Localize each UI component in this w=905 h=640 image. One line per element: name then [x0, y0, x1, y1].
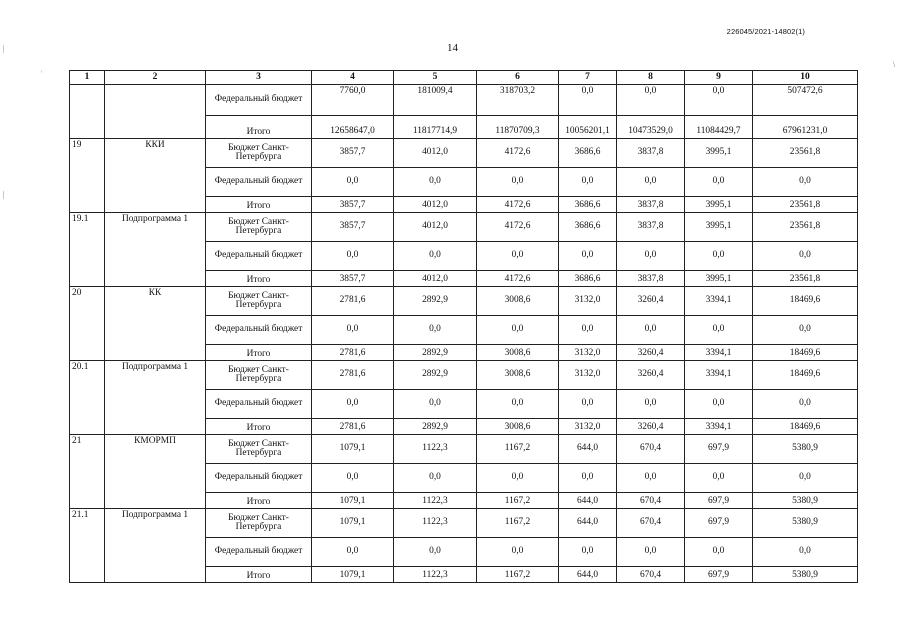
table-row [70, 435, 858, 464]
header-row [70, 71, 858, 85]
value-cell: 4172,6 [477, 197, 559, 213]
program-name-cell [105, 85, 206, 139]
row-number-cell: 19 [70, 139, 105, 213]
row-number-cell: 21 [70, 435, 105, 509]
value-cell: 0,0 [753, 390, 858, 419]
value-cell: 11817714,9 [394, 116, 477, 139]
value-cell: 3686,6 [559, 197, 617, 213]
value-cell: 3837,8 [617, 139, 685, 168]
value-cell: 0,0 [685, 168, 753, 197]
value-cell: 3132,0 [559, 419, 617, 435]
value-cell: 3260,4 [617, 345, 685, 361]
value-cell: 644,0 [559, 567, 617, 583]
value-cell: 3686,6 [559, 213, 617, 242]
value-cell: 0,0 [394, 538, 477, 567]
funding-source-cell: Бюджет Санкт-Петербурга [206, 435, 312, 464]
value-cell: 5380,9 [753, 509, 858, 538]
left-edge-mark: | [3, 190, 5, 199]
value-cell: 0,0 [753, 242, 858, 271]
value-cell: 0,0 [394, 242, 477, 271]
header-cell: 7 [559, 71, 617, 85]
value-cell: 4172,6 [477, 271, 559, 287]
value-cell: 12658647,0 [312, 116, 394, 139]
value-cell: 1079,1 [312, 493, 394, 509]
header-cell: 3 [206, 71, 312, 85]
funding-source-cell: Итого [206, 271, 312, 287]
table-row [70, 287, 858, 316]
right-edge-mark: \ [893, 60, 896, 69]
value-cell: 0,0 [312, 464, 394, 493]
document-id: 226045/2021-14802(1) [726, 27, 805, 36]
value-cell: 644,0 [559, 493, 617, 509]
value-cell: 2781,6 [312, 287, 394, 316]
value-cell: 0,0 [753, 316, 858, 345]
value-cell: 4012,0 [394, 139, 477, 168]
row-number-cell: 20.1 [70, 361, 105, 435]
value-cell: 507472,6 [753, 85, 858, 116]
value-cell: 3260,4 [617, 361, 685, 390]
value-cell: 0,0 [559, 85, 617, 116]
left-edge-mark: | [3, 44, 5, 53]
funding-source-cell: Федеральный бюджет [206, 390, 312, 419]
value-cell: 1167,2 [477, 509, 559, 538]
funding-source-cell: Федеральный бюджет [206, 85, 312, 116]
value-cell: 18469,6 [753, 419, 858, 435]
value-cell: 2781,6 [312, 345, 394, 361]
funding-source-cell: Бюджет Санкт-Петербурга [206, 213, 312, 242]
row-number-cell [70, 85, 105, 139]
value-cell: 4012,0 [394, 213, 477, 242]
program-name-cell: КМОРМП [105, 435, 206, 509]
value-cell: 0,0 [617, 242, 685, 271]
value-cell: 0,0 [685, 390, 753, 419]
value-cell: 3837,8 [617, 197, 685, 213]
value-cell: 10473529,0 [617, 116, 685, 139]
value-cell: 3260,4 [617, 419, 685, 435]
value-cell: 3132,0 [559, 345, 617, 361]
value-cell: 3132,0 [559, 361, 617, 390]
value-cell: 0,0 [477, 464, 559, 493]
value-cell: 0,0 [559, 168, 617, 197]
value-cell: 3394,1 [685, 361, 753, 390]
header-cell: 9 [685, 71, 753, 85]
value-cell: 10056201,1 [559, 116, 617, 139]
header-cell: 8 [617, 71, 685, 85]
value-cell: 0,0 [617, 168, 685, 197]
value-cell: 23561,8 [753, 271, 858, 287]
value-cell: 2892,9 [394, 345, 477, 361]
program-name-cell: Подпрограмма 1 [105, 213, 206, 287]
value-cell: 0,0 [559, 538, 617, 567]
value-cell: 0,0 [312, 168, 394, 197]
value-cell: 1079,1 [312, 567, 394, 583]
value-cell: 0,0 [559, 390, 617, 419]
value-cell: 3857,7 [312, 271, 394, 287]
value-cell: 3857,7 [312, 197, 394, 213]
funding-source-cell: Бюджет Санкт-Петербурга [206, 509, 312, 538]
value-cell: 23561,8 [753, 197, 858, 213]
value-cell: 4012,0 [394, 197, 477, 213]
value-cell: 4172,6 [477, 213, 559, 242]
table-row [70, 509, 858, 538]
value-cell: 11084429,7 [685, 116, 753, 139]
row-number-cell: 19.1 [70, 213, 105, 287]
value-cell: 0,0 [394, 168, 477, 197]
budget-table [69, 70, 858, 583]
value-cell: 2781,6 [312, 361, 394, 390]
value-cell: 0,0 [477, 538, 559, 567]
header-cell: 10 [753, 71, 858, 85]
funding-source-cell: Итого [206, 419, 312, 435]
header-cell: 1 [70, 71, 105, 85]
value-cell: 3837,8 [617, 271, 685, 287]
value-cell: 697,9 [685, 567, 753, 583]
value-cell: 3394,1 [685, 287, 753, 316]
value-cell: 0,0 [753, 168, 858, 197]
value-cell: 0,0 [477, 390, 559, 419]
value-cell: 0,0 [617, 390, 685, 419]
value-cell: 2892,9 [394, 287, 477, 316]
value-cell: 670,4 [617, 509, 685, 538]
funding-source-cell: Бюджет Санкт-Петербурга [206, 361, 312, 390]
value-cell: 2892,9 [394, 361, 477, 390]
value-cell: 0,0 [685, 242, 753, 271]
value-cell: 697,9 [685, 435, 753, 464]
value-cell: 1079,1 [312, 435, 394, 464]
value-cell: 3857,7 [312, 139, 394, 168]
value-cell: 1167,2 [477, 493, 559, 509]
value-cell: 697,9 [685, 509, 753, 538]
value-cell: 0,0 [394, 316, 477, 345]
value-cell: 5380,9 [753, 493, 858, 509]
funding-source-cell: Итого [206, 345, 312, 361]
value-cell: 1079,1 [312, 509, 394, 538]
value-cell: 3394,1 [685, 419, 753, 435]
value-cell: 0,0 [312, 538, 394, 567]
funding-source-cell: Итого [206, 567, 312, 583]
value-cell: 0,0 [617, 85, 685, 116]
value-cell: 3995,1 [685, 139, 753, 168]
funding-source-cell: Федеральный бюджет [206, 464, 312, 493]
table-row [70, 213, 858, 242]
value-cell: 3008,6 [477, 287, 559, 316]
value-cell: 3008,6 [477, 419, 559, 435]
value-cell: 670,4 [617, 435, 685, 464]
value-cell: 697,9 [685, 493, 753, 509]
program-name-cell: Подпрограмма 1 [105, 509, 206, 583]
value-cell: 3837,8 [617, 213, 685, 242]
funding-source-cell: Федеральный бюджет [206, 316, 312, 345]
value-cell: 0,0 [685, 85, 753, 116]
value-cell: 0,0 [685, 464, 753, 493]
value-cell: 2892,9 [394, 419, 477, 435]
page-number: 14 [447, 42, 458, 54]
funding-source-cell: Федеральный бюджет [206, 168, 312, 197]
value-cell: 1167,2 [477, 435, 559, 464]
value-cell: 3008,6 [477, 345, 559, 361]
funding-source-cell: Федеральный бюджет [206, 242, 312, 271]
program-name-cell: КК [105, 287, 206, 361]
value-cell: 0,0 [312, 242, 394, 271]
value-cell: 18469,6 [753, 287, 858, 316]
table-row [70, 139, 858, 168]
value-cell: 644,0 [559, 509, 617, 538]
value-cell: 3995,1 [685, 271, 753, 287]
value-cell: 4172,6 [477, 139, 559, 168]
value-cell: 0,0 [312, 316, 394, 345]
program-name-cell: Подпрограмма 1 [105, 361, 206, 435]
value-cell: 1167,2 [477, 567, 559, 583]
value-cell: 0,0 [753, 464, 858, 493]
row-number-cell: 20 [70, 287, 105, 361]
value-cell: 2781,6 [312, 419, 394, 435]
value-cell: 3132,0 [559, 287, 617, 316]
value-cell: 1122,3 [394, 567, 477, 583]
funding-source-cell: Бюджет Санкт-Петербурга [206, 139, 312, 168]
funding-source-cell: Федеральный бюджет [206, 538, 312, 567]
row-number-cell: 21.1 [70, 509, 105, 583]
value-cell: 23561,8 [753, 213, 858, 242]
value-cell: 3995,1 [685, 213, 753, 242]
value-cell: 3008,6 [477, 361, 559, 390]
value-cell: 0,0 [685, 316, 753, 345]
funding-source-cell: Итого [206, 116, 312, 139]
value-cell: 0,0 [617, 464, 685, 493]
value-cell: 5380,9 [753, 567, 858, 583]
value-cell: 0,0 [559, 242, 617, 271]
value-cell: 3857,7 [312, 213, 394, 242]
value-cell: 1122,3 [394, 435, 477, 464]
value-cell: 0,0 [477, 168, 559, 197]
value-cell: 4012,0 [394, 271, 477, 287]
value-cell: 0,0 [394, 390, 477, 419]
value-cell: 0,0 [685, 538, 753, 567]
value-cell: 7760,0 [312, 85, 394, 116]
value-cell: 181009,4 [394, 85, 477, 116]
margin-speck: ʿ [40, 70, 43, 79]
value-cell: 0,0 [753, 538, 858, 567]
table-row [70, 85, 858, 116]
value-cell: 23561,8 [753, 139, 858, 168]
value-cell: 0,0 [394, 464, 477, 493]
value-cell: 670,4 [617, 567, 685, 583]
value-cell: 67961231,0 [753, 116, 858, 139]
value-cell: 3260,4 [617, 287, 685, 316]
header-cell: 4 [312, 71, 394, 85]
table-row [70, 361, 858, 390]
value-cell: 0,0 [617, 316, 685, 345]
value-cell: 11870709,3 [477, 116, 559, 139]
value-cell: 1122,3 [394, 509, 477, 538]
value-cell: 0,0 [477, 316, 559, 345]
funding-source-cell: Итого [206, 493, 312, 509]
value-cell: 0,0 [559, 316, 617, 345]
value-cell: 3995,1 [685, 197, 753, 213]
value-cell: 670,4 [617, 493, 685, 509]
header-cell: 5 [394, 71, 477, 85]
value-cell: 3394,1 [685, 345, 753, 361]
funding-source-cell: Итого [206, 197, 312, 213]
value-cell: 0,0 [477, 242, 559, 271]
value-cell: 18469,6 [753, 345, 858, 361]
value-cell: 3686,6 [559, 139, 617, 168]
value-cell: 5380,9 [753, 435, 858, 464]
value-cell: 3686,6 [559, 271, 617, 287]
value-cell: 18469,6 [753, 361, 858, 390]
value-cell: 1122,3 [394, 493, 477, 509]
program-name-cell: ККИ [105, 139, 206, 213]
funding-source-cell: Бюджет Санкт-Петербурга [206, 287, 312, 316]
value-cell: 0,0 [312, 390, 394, 419]
header-cell: 2 [105, 71, 206, 85]
value-cell: 644,0 [559, 435, 617, 464]
header-cell: 6 [477, 71, 559, 85]
value-cell: 0,0 [617, 538, 685, 567]
value-cell: 318703,2 [477, 85, 559, 116]
value-cell: 0,0 [559, 464, 617, 493]
